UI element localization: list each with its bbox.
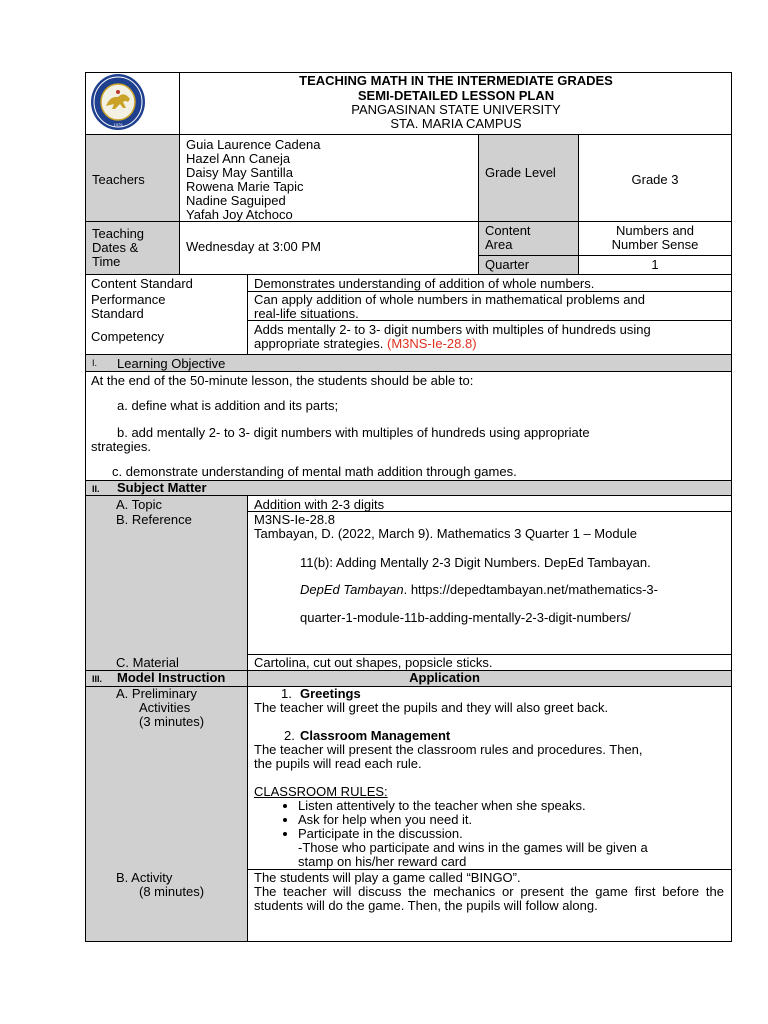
competency-value — [254, 337, 477, 351]
content-area-label: Content — [485, 223, 531, 238]
material-value: Cartolina, cut out shapes, popsicle sticks. — [254, 655, 493, 670]
dates-value: Wednesday at 3:00 PM — [186, 239, 321, 254]
greetings-number: 1. — [281, 686, 292, 701]
objective-item: strategies. — [91, 439, 151, 454]
competency-label: Competency — [91, 329, 164, 344]
subject-heading: Subject Matter — [117, 480, 207, 495]
rules-note: stamp on his/her reward card — [298, 854, 467, 869]
university-seal-icon — [90, 72, 146, 132]
quarter-value: 1 — [651, 257, 659, 272]
performance-standard-label: Standard — [91, 306, 144, 321]
performance-standard-value: Can apply addition of whole numbers in mathematical problems and — [254, 292, 645, 307]
management-title: Classroom Management — [300, 728, 451, 743]
reference-url[interactable]: . https://depedtambayan.net/mathematics-3- — [403, 582, 658, 597]
list-item: • Participate in the discussion. — [298, 827, 724, 841]
reference-text: Tambayan, D. (2022, March 9). Mathematics 3 Quarter 1 – Module — [254, 526, 637, 541]
svg-text:1979: 1979 — [113, 122, 123, 127]
rules-note: -Those who participate and wins in the games will be given a — [298, 840, 648, 855]
management-text: the pupils will read each rule. — [254, 756, 422, 771]
quarter-label: Quarter — [485, 257, 530, 272]
reference-text: 11(b): Adding Mentally 2-3 Digit Numbers. DepEd Tambayan. — [300, 555, 651, 570]
instruction-numeral: III. — [92, 674, 103, 684]
dates-label: Time — [92, 254, 121, 269]
teacher-name: Daisy May Santilla — [186, 165, 293, 180]
prelim-label: A. Preliminary — [116, 686, 197, 701]
management-text: The teacher will present the classroom rules and procedures. Then, — [254, 742, 643, 757]
objective-item: c. demonstrate understanding of mental math addition through games. — [112, 464, 517, 479]
reference-url[interactable]: quarter-1-module-11b-adding-mentally-2-3-digit-numbers/ — [300, 610, 631, 625]
competency-value: Adds mentally 2- to 3- digit numbers with multiples of hundreds using — [254, 322, 651, 337]
objective-numeral: I. — [92, 358, 98, 368]
campus-name: STA. MARIA CAMPUS — [390, 116, 522, 131]
greetings-text: The teacher will greet the pupils and they will also greet back. — [254, 700, 609, 715]
rules-list — [254, 799, 724, 841]
topic-value: Addition with 2-3 digits — [254, 497, 385, 512]
content-standard-label: Content Standard — [91, 276, 193, 291]
university-name: PANGASINAN STATE UNIVERSITY — [351, 102, 561, 117]
doc-title: TEACHING MATH IN THE INTERMEDIATE GRADES — [299, 73, 613, 88]
performance-standard-label: Performance — [91, 292, 166, 307]
competency-code: (M3NS-Ie-28.8) — [386, 336, 477, 351]
list-item: • Ask for help when you need it. — [298, 813, 724, 827]
teacher-name: Rowena Marie Tapic — [186, 179, 304, 194]
doc-subtitle: SEMI-DETAILED LESSON PLAN — [357, 88, 555, 103]
activity-text: The teacher will discuss the mechanics or present the game first before the students will do the game. Then, the pupils will follow along. — [254, 884, 724, 913]
teacher-name: Yafah Joy Atchoco — [186, 207, 293, 222]
objective-intro: At the end of the 50-minute lesson, the students should be able to: — [91, 373, 474, 388]
teachers-label: Teachers — [92, 172, 145, 187]
activity-text: The students will play a game called “BINGO”. — [254, 870, 521, 885]
content-area-value: Number Sense — [611, 237, 699, 252]
instruction-heading: Model Instruction — [117, 670, 226, 685]
prelim-label: (3 minutes) — [139, 714, 205, 729]
dates-label: Dates & — [92, 240, 139, 255]
reference-source: DepEd Tambayan — [300, 582, 404, 597]
reference-code: M3NS-Ie-28.8 — [254, 512, 335, 527]
competency-text: appropriate strategies. — [254, 336, 384, 351]
content-standard-value: Demonstrates understanding of addition of whole numbers. — [254, 276, 595, 291]
management-number: 2. — [284, 728, 295, 743]
activity-label: B. Activity — [116, 870, 173, 885]
greetings-title: Greetings — [300, 686, 361, 701]
teacher-name: Guia Laurence Cadena — [186, 137, 321, 152]
topic-label: A. Topic — [116, 497, 163, 512]
rules-heading: CLASSROOM RULES: — [254, 784, 388, 799]
reference-label: B. Reference — [116, 512, 192, 527]
dates-label: Teaching — [92, 226, 145, 241]
content-area-label: Area — [485, 237, 513, 252]
objective-heading: Learning Objective — [117, 356, 226, 371]
list-item: • Listen attentively to the teacher when she speaks. — [298, 799, 724, 813]
objective-item: b. add mentally 2- to 3- digit numbers with multiples of hundreds using appropriate — [117, 425, 590, 440]
application-heading: Application — [409, 670, 480, 685]
activity-label: (8 minutes) — [139, 884, 205, 899]
objective-item: a. define what is addition and its parts; — [117, 398, 339, 413]
reference-text — [300, 583, 658, 597]
subject-numeral: II. — [92, 484, 100, 494]
grade-level-label: Grade Level — [485, 165, 556, 180]
content-area-value: Numbers and — [615, 223, 695, 238]
prelim-label: Activities — [139, 700, 191, 715]
teacher-name: Nadine Saguiped — [186, 193, 286, 208]
teacher-name: Hazel Ann Caneja — [186, 151, 291, 166]
material-label: C. Material — [116, 655, 179, 670]
grade-level-value: Grade 3 — [631, 172, 679, 187]
performance-standard-value: real-life situations. — [254, 306, 359, 321]
